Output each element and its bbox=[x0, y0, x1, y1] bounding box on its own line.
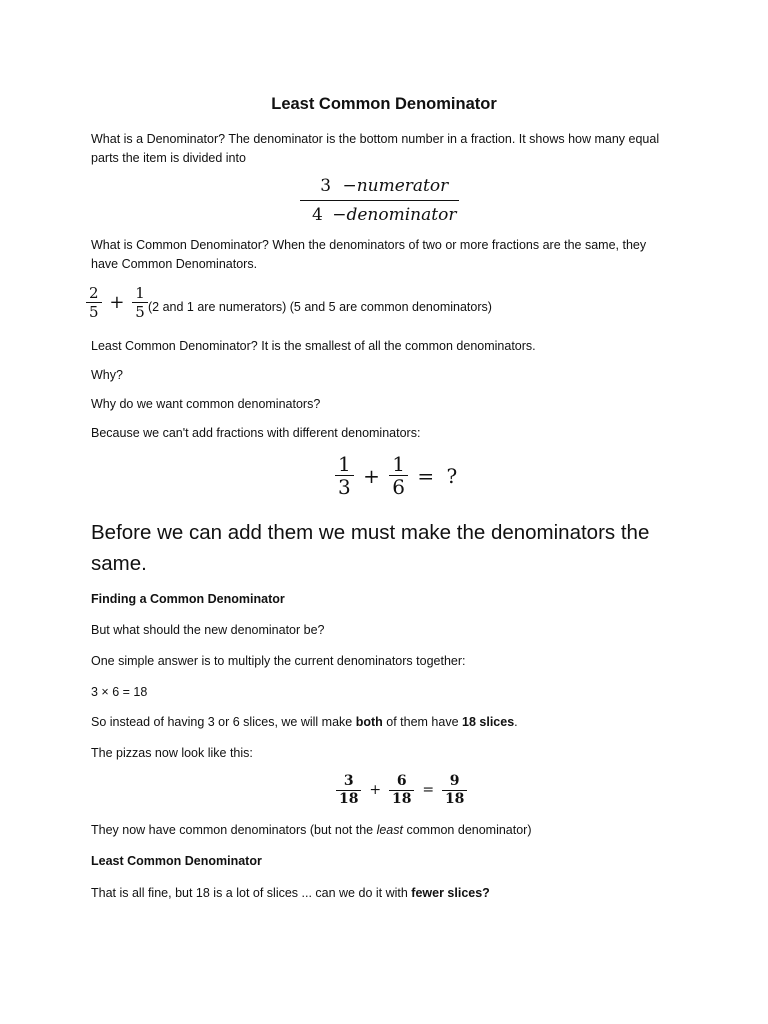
example-b-denominator: 5 bbox=[135, 303, 145, 321]
question-mark: ? bbox=[446, 463, 458, 488]
denominator-label: −denominator bbox=[332, 205, 457, 225]
finding-heading: Finding a Common Denominator bbox=[91, 592, 285, 606]
example-a-numerator: 2 bbox=[89, 284, 99, 302]
slices-both: both bbox=[355, 715, 383, 729]
r-a-denominator: 18 bbox=[339, 791, 359, 807]
page-title: Least Common Denominator bbox=[271, 95, 497, 113]
fewer-slices-bold: fewer slices? bbox=[411, 886, 490, 900]
example-a-denominator: 5 bbox=[89, 303, 99, 321]
slices-text-3: . bbox=[514, 715, 518, 729]
intro-line-2: parts the item is divided into bbox=[91, 151, 246, 165]
now-common-paragraph bbox=[91, 821, 681, 840]
r-b-denominator: 18 bbox=[391, 791, 412, 807]
simple-answer: One simple answer is to multiply the current denominators together: bbox=[91, 654, 466, 668]
because-paragraph: Because we can't add fractions with different denominators: bbox=[91, 426, 421, 440]
q-b-denominator: 6 bbox=[392, 475, 405, 499]
now-common-least: least bbox=[376, 823, 403, 837]
why-question: Why? bbox=[91, 368, 123, 382]
example-numerator-value: 3 bbox=[320, 176, 332, 196]
equals-sign: = bbox=[417, 463, 435, 488]
why-want-question: Why do we want common denominators? bbox=[91, 397, 321, 411]
plus-sign: + bbox=[363, 463, 380, 488]
slices-paragraph bbox=[91, 713, 681, 732]
pizzas-line: The pizzas now look like this: bbox=[91, 746, 253, 760]
new-denominator-question: But what should the new denominator be? bbox=[91, 623, 325, 637]
r-c-numerator: 9 bbox=[449, 773, 460, 789]
lcd-heading: Least Common Denominator bbox=[91, 854, 262, 868]
numerator-denominator-fraction bbox=[300, 176, 459, 225]
example-b-numerator: 1 bbox=[135, 284, 145, 302]
example-note: (2 and 1 are numerators) (5 and 5 are common denominators) bbox=[148, 300, 492, 314]
plus-sign: + bbox=[369, 782, 382, 798]
intro-paragraph bbox=[91, 130, 681, 168]
now-common-text-1: They now have common denominators (but not the bbox=[91, 823, 377, 837]
big-statement-line-1: Before we can add them we must make the denominators the bbox=[91, 521, 650, 544]
slices-eighteen: 18 slices bbox=[462, 715, 515, 729]
example-denominator-value: 4 bbox=[312, 205, 323, 225]
numerator-label: −numerator bbox=[342, 176, 449, 196]
fewer-text: That is all fine, but 18 is a lot of slices ... can we do it with bbox=[91, 886, 412, 900]
q-a-numerator: 1 bbox=[338, 452, 351, 476]
now-common-text-2: common denominator) bbox=[402, 823, 532, 837]
r-c-denominator: 18 bbox=[444, 791, 465, 807]
intro-line-1: What is a Denominator? The denominator is the bottom number in a fraction. It shows how many equal bbox=[91, 132, 660, 146]
multiply-line: 3 × 6 = 18 bbox=[91, 685, 148, 699]
lcd-definition: Least Common Denominator? It is the smallest of all the common denominators. bbox=[91, 339, 536, 353]
common-def-line-1: What is Common Denominator? When the denominators of two or more fractions are the same, they bbox=[91, 238, 647, 252]
q-b-numerator: 1 bbox=[392, 452, 405, 476]
slices-text-1: So instead of having 3 or 6 slices, we will make bbox=[91, 715, 356, 729]
common-def-line-2: have Common Denominators. bbox=[91, 257, 258, 271]
equals-sign: = bbox=[422, 782, 435, 798]
result-equation bbox=[336, 773, 467, 808]
common-definition-paragraph bbox=[91, 236, 681, 274]
common-denominator-example bbox=[86, 284, 148, 321]
r-a-numerator: 3 bbox=[343, 773, 354, 789]
big-statement-line-2: same. bbox=[91, 552, 147, 575]
plus-sign: + bbox=[109, 291, 125, 313]
r-b-numerator: 6 bbox=[396, 773, 407, 789]
q-a-denominator: 3 bbox=[338, 475, 351, 499]
slices-text-2: of them have bbox=[382, 715, 463, 729]
question-equation bbox=[335, 453, 460, 498]
big-statement bbox=[91, 517, 691, 579]
fewer-slices-paragraph bbox=[91, 884, 681, 903]
